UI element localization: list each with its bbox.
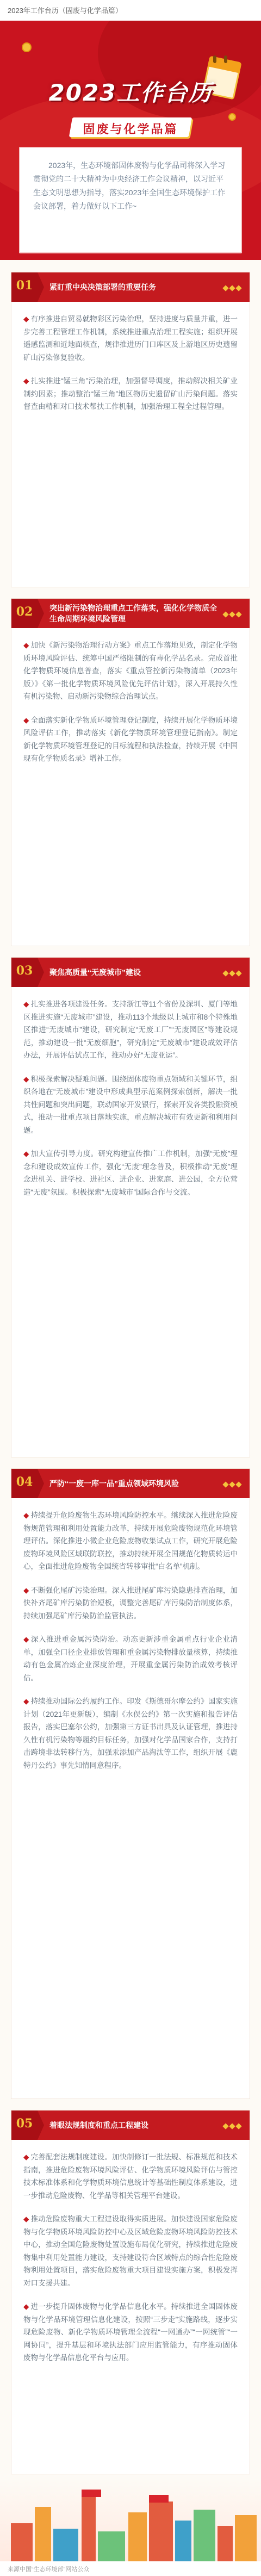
section-heading: 严防“一废一库一品”重点领域环境风险 (49, 1479, 179, 1488)
section-number: 04 (16, 1475, 33, 1489)
hero-title: 2023工作台历 (48, 79, 213, 106)
diamond-decoration-icon (221, 610, 243, 617)
list-item: ◆ 扎实推进“锰三角”污染治理，加强督导调度，推动解决相关矿业制约因素；推动整治“锰三角”地区物历史遗留矿山污染问题。落实督查由精和对口技术帮扶工作机制，加强治理工程全过程管理。 (23, 377, 238, 411)
hero-subtitle: 固废与化学品篇 (83, 122, 178, 136)
diamond-bullet-icon: ◆ (23, 2302, 29, 2311)
list-item: ◆ 全面落实新化学物质环境管理登记制度，持续开展化学物质环境风险评估工作，推动落实《新化学物质环境管理登记指南》。制定新化学物质环境管理登记的目标流程和执法检查，持续开展《中国现有化学物质名录》增补工作。 (23, 716, 238, 762)
diamond-bullet-icon: ◆ (23, 2215, 29, 2223)
list-item: ◆ 扎实推进各项建设任务。支持浙江等11个省份及深圳、厦门等地区推进实施“无废城市”建设，推动113个地级以上城市和8个特殊地区推进“无废城市”建设，研究制定“无废工厂”“无废园区”等建设规范，推动建设一批“无废细胞”，研究制定“无废城市”建设成效评估办法，开展评估试点工作，推动办好“无废亚运”。 (23, 1000, 238, 1059)
intro-card (19, 147, 242, 253)
list-item: ◆ 持续提升危险废物生态环境风险防控水平。继续深入推进危险废物规范管理和利用处置能力改革，持续开展危险废物规范化环境管理评估。深化推进小微企业危险废物收集试点工作，研究开展危险废物环境风险区域联防联控，推动持续开展全国规范化物质转运中心，全面推进危险废物全国统省转移审批“白名单”机制。 (23, 1511, 238, 1571)
top-bar (0, 0, 261, 21)
section-number: 03 (16, 964, 33, 978)
intro-paragraph: 2023年，生态环境部固体废物与化学品司将深入学习贯彻党的二十大精神为中央经济工作会议精神，以习近平生态文明思想为指导，落实2023年全国生态环境保护工作会议部署，着力做好以下工作~ (33, 161, 226, 210)
diamond-decoration-icon (221, 969, 243, 976)
diamond-decoration-icon (221, 2121, 243, 2129)
section-04 (11, 1468, 250, 2099)
section-heading: 着眼法规制度和重点工程建设 (49, 2121, 148, 2130)
section-number: 05 (16, 2116, 33, 2131)
hero-banner (0, 21, 261, 260)
section-03 (11, 957, 250, 1457)
hero-title-box (33, 75, 228, 113)
list-item: ◆ 积极探索解决疑难问题。围绕固体废物重点领域和关键环节，组织各地在“无废城市”建设中形成典型示范案例探索创新，解决一批共性问题和突出问题，联动国家开发银行，探索开发各类投融资模式，推动一批重点项目落地实施，重点解决城市有效更新和利用问题。 (23, 1075, 238, 1134)
list-item: ◆ 进一步提升固体废物与化学品信息化水平。持续推进全国固体废物与化学品环境管理信息化建设，按照“三步走”实施路线，逐步实现危险废物、新化学物质环境管理全流程“一网通办”“一网统管”“一网协同”，提升基层和环境执法部门应用监管能力，有序推动固体废物与化学品信息化平台与应用。 (23, 2302, 238, 2362)
diamond-bullet-icon: ◆ (23, 2153, 29, 2161)
section-heading: 突出新污染物治理重点工作落实，强化化学物质全生命周期环境风险管理 (49, 604, 217, 623)
list-item: ◆ 不断强化尾矿污染治理。深入推进尾矿库污染隐患排查治理，加快补齐尾矿库污染防治短板，调整完善尾矿库污染防治制度体系，持续加强尾矿库污染防治监管执法。 (23, 1586, 238, 1620)
diamond-bullet-icon: ◆ (23, 716, 29, 724)
list-item: ◆ 完善配套法规制度建设。加快制修订一批法规、标准规范和技术指南，推进危险废物环境风险评估、化学物质环境风险评估与管控技术标准体系和化学物质环境信息统计等基础性制度体系建设，进一步推动危险废物、化学品等相关管理平台建设。 (23, 2153, 238, 2200)
section-heading: 聚焦高质量“无废城市”建设 (49, 968, 141, 977)
diamond-bullet-icon: ◆ (23, 1150, 29, 1158)
diamond-bullet-icon: ◆ (23, 1635, 29, 1643)
section-number: 02 (16, 605, 33, 619)
page-breadcrumb: 2023年工作台历（固废与化学品篇） (8, 7, 122, 15)
diamond-bullet-icon: ◆ (23, 1075, 29, 1083)
coin-icon (22, 42, 32, 52)
section-heading: 紧盯重中央决策部署的重要任务 (49, 283, 156, 291)
section-header (11, 599, 250, 628)
section-header (11, 1469, 250, 1498)
list-item: ◆ 推动危险废物重大工程建设取得实质进展。加快建设国家危险废物与化学物质环境风险防控中心及区域危险废物环境风险防控技术中心，推动全国危险废物处置设施布局优化研究，持续推进危险废物集中利用处置能力建设，支持建设符合区域特点的综合性危险废物利用处置项目，落实危险废物重大项目建设实施方案，积极发挥对口支援共建。 (23, 2215, 238, 2287)
diamond-bullet-icon: ◆ (23, 1000, 29, 1008)
diamond-bullet-icon: ◆ (23, 377, 29, 385)
coin-icon (228, 113, 236, 121)
diamond-decoration-icon (221, 1480, 243, 1487)
list-item: ◆ 持续推动国际公约履约工作。印发《斯德哥尔摩公约》国家实施计划（2021年更新版），编制《水俣公约》第一次实施和报告评估报告，落实巴塞尔公约，加强第三方证书出具及认证管理，推进持久性有机污染物等履约目标任务，加强对化学品国家合作，支持打击跨境非法转移行为，加强汞添加产品淘汰等工作，组织开展《鹿特丹公约》事先知情同意程序。 (23, 1697, 238, 1770)
diamond-bullet-icon: ◆ (23, 1511, 29, 1519)
source-footer: 来源中国“生态环境部”网站公众 (0, 2561, 261, 2576)
diamond-bullet-icon: ◆ (23, 1586, 29, 1594)
diamond-bullet-icon: ◆ (23, 1697, 29, 1705)
section-01 (11, 272, 250, 587)
city-skyline-illustration (0, 2480, 261, 2561)
list-item: ◆ 加快《新污染物治理行动方案》重点工作落地见效，制定化学物质环境风险评估、统筹中国严格限制的有毒化学品名录。完成首批化学物质环境信息普查，落实《重点管控新污染物清单（2023年版）》《第一批化学物质环境风险优先评估计划》，深入开展持久性有机污染物、启动新污染物综合治理试点。 (23, 641, 238, 700)
list-item: ◆ 加大宣传引导力度。研究构建宣传推广工作机制，加强“无废”理念和建设成效宣传工作，强化“无废”理念普及，积极推动“无废”理念进机关、进学校、进社区、进企业、进家庭、进公园，全方位营造“无废”氛围。积极探索“无废城市”国际合作与交流。 (23, 1150, 238, 1196)
section-02 (11, 598, 250, 946)
section-number: 01 (16, 278, 33, 293)
section-header (11, 2111, 250, 2140)
diamond-bullet-icon: ◆ (23, 641, 29, 649)
section-header (11, 958, 250, 987)
section-05 (11, 2110, 250, 2474)
diamond-bullet-icon: ◆ (23, 315, 29, 323)
list-item: ◆ 有序推进自贸易就物彩区污染治理，坚持进度与质量并重，进一步完善工程管理工作机制，系统推进重点治理工程实施；组织开展遥感监测和近地面核查，规律推进历门口库区及上游地区历史遗留矿山污染修复验收。 (23, 315, 238, 362)
diamond-decoration-icon (221, 283, 243, 291)
section-header (11, 272, 250, 302)
list-item: ◆ 深入推进重金属污染防治。动态更新涉重金属重点行业企业清单，加强全口径企业排放管理和重金属污染物排放量核算，持续推动有色金属冶炼企业深度治理，开展重金属污染防治成效考核评估。 (23, 1635, 238, 1682)
